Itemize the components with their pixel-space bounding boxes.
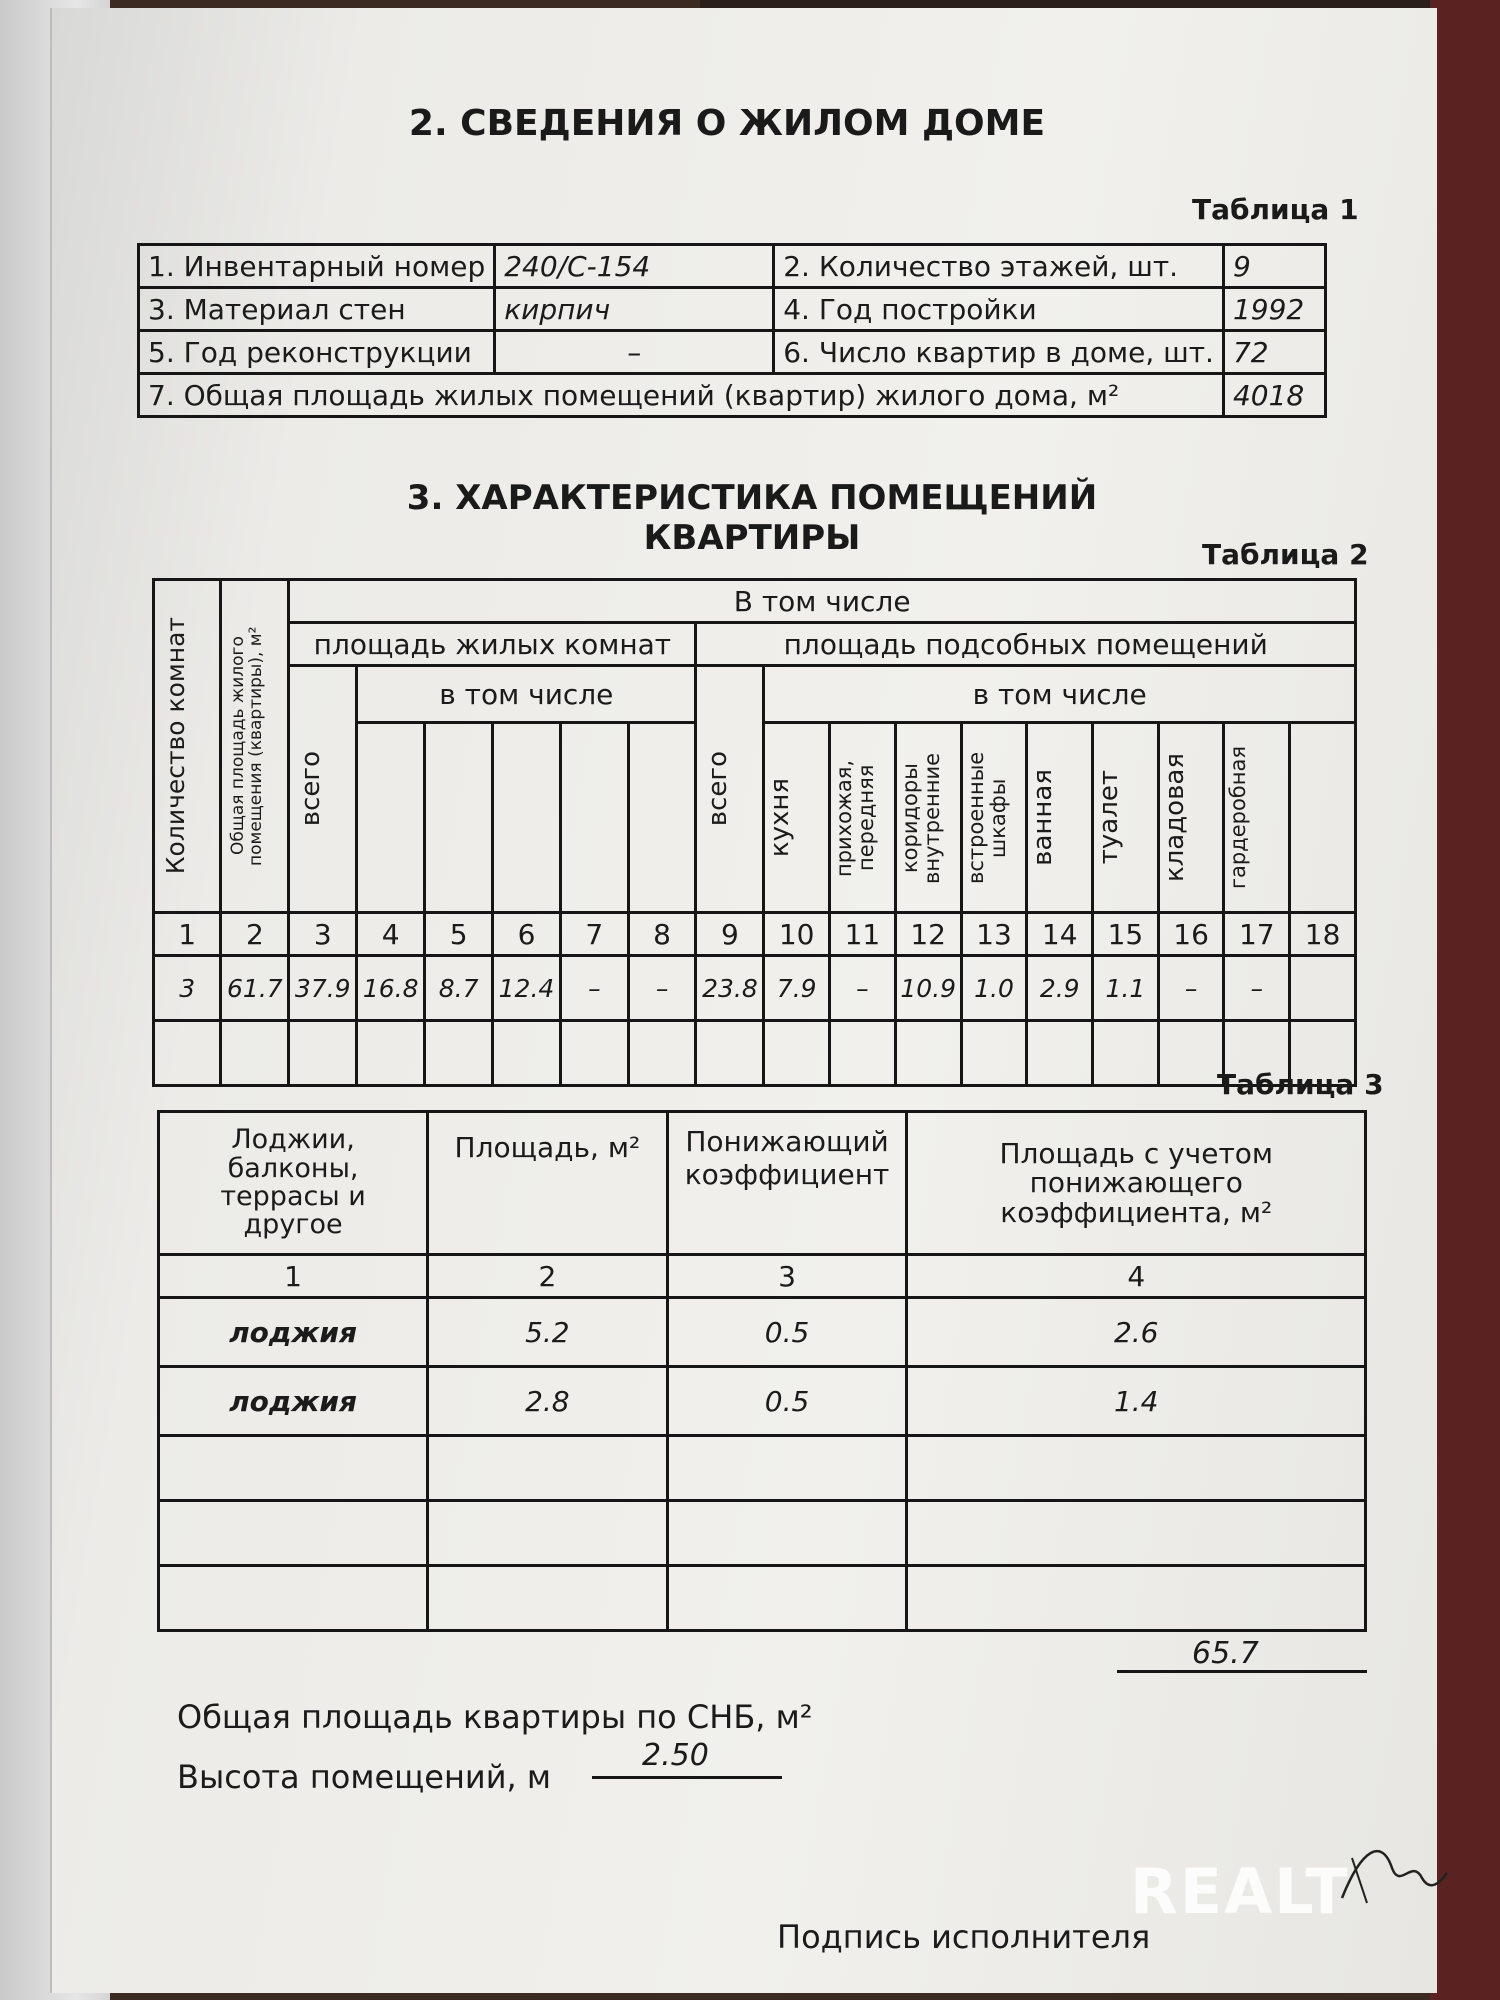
living-total-header: всего [296,751,327,827]
column-number: 17 [1224,913,1290,956]
inventory-label: 1. Инвентарный номер [139,245,495,288]
column-number: 9 [696,913,764,956]
aux-total-header: всего [703,751,734,827]
build-year-value: 1992 [1223,288,1325,331]
apartments-value: 72 [1223,331,1325,374]
table-cell: 16.8 [357,956,425,1021]
height-line [592,1776,782,1779]
column-number: 11 [830,913,896,956]
apartments-label: 6. Число квартир в доме, шт. [774,331,1224,374]
table-cell: лоджия [159,1367,428,1436]
document-page [50,8,1437,1993]
storage-header: кладовая [1159,752,1190,883]
column-number: 13 [961,913,1027,956]
height-label: Высота помещений, м [177,1758,551,1796]
table2 [152,578,1357,1087]
total-area-header: Общая площадь жилого помещения (квартиры), м² [228,626,267,866]
column-number: 16 [1158,913,1224,956]
table2-caption: Таблица 2 [1202,538,1369,571]
bathroom-header: ванная [1028,769,1059,866]
wardrobe-header: гардеробная [1226,745,1251,890]
table-cell: – [1224,956,1290,1021]
column-number: 18 [1290,913,1356,956]
table1 [137,243,1327,418]
floors-value: 9 [1223,245,1325,288]
table-row [159,1298,1366,1367]
toilet-header: туалет [1094,770,1125,865]
column-number: 1 [154,913,221,956]
kitchen-header: кухня [765,777,796,858]
aux-rooms-header: площадь подсобных помещений [696,623,1356,666]
column-number: 12 [895,913,961,956]
table-cell: 0.5 [667,1367,907,1436]
table-cell: 1.1 [1093,956,1159,1021]
wall-material-value: кирпич [495,288,774,331]
table-row [154,580,1356,623]
living-rooms-header: площадь жилых комнат [289,623,696,666]
column-number: 4 [907,1255,1366,1298]
column-number: 2 [221,913,289,956]
column-number: 10 [764,913,830,956]
table-cell: 1.0 [961,956,1027,1021]
total-area-label: 7. Общая площадь жилых помещений (квартир) жилого дома, м² [139,374,1224,417]
total-area-value: 4018 [1223,374,1325,417]
table-cell: 8.7 [425,956,493,1021]
build-year-label: 4. Год постройки [774,288,1224,331]
table-row [154,623,1356,666]
including-header: В том числе [289,580,1356,623]
table-cell [1290,956,1356,1021]
table-cell: – [1158,956,1224,1021]
loggia-type-header: Лоджии, балконы, террасы и другое [159,1112,428,1255]
reduced-area-header: Площадь с учетом понижающего коэффициента, м² [907,1112,1366,1255]
wall-material-label: 3. Материал стен [139,288,495,331]
reconstruction-value: – [495,331,774,374]
total-snb-line [1117,1670,1367,1673]
column-number: 6 [493,913,561,956]
table-cell: – [560,956,628,1021]
table-cell: 2.8 [428,1367,667,1436]
table2-value-row [154,956,1356,1021]
table-row [159,1566,1366,1631]
table2-number-row [154,913,1356,956]
column-number: 1 [159,1255,428,1298]
table-row [154,666,1356,723]
table-cell: 10.9 [895,956,961,1021]
living-subcol-6 [493,723,561,913]
inventory-value: 240/С-154 [495,245,774,288]
coefficient-header: Понижающий коэффициент [667,1112,907,1255]
table2-empty-row [154,1021,1356,1086]
column-number: 15 [1093,913,1159,956]
table-row [159,1112,1366,1255]
realt-watermark: REALT [1130,1855,1350,1928]
signature-label: Подпись исполнителя [777,1918,1151,1956]
table-row [139,288,1326,331]
table-cell: – [628,956,696,1021]
living-subcol-8 [628,723,696,913]
living-subcol-4 [357,723,425,913]
table-cell: 61.7 [221,956,289,1021]
column-number: 3 [289,913,357,956]
table3 [157,1110,1367,1632]
living-including-header: в том числе [357,666,696,723]
table-cell: – [830,956,896,1021]
table-row [159,1501,1366,1566]
section3-title: 3. ХАРАКТЕРИСТИКА ПОМЕЩЕНИЙ КВАРТИРЫ [406,478,1098,558]
height-value: 2.50 [642,1738,709,1773]
table-cell: 2.6 [907,1298,1366,1367]
table-cell: лоджия [159,1298,428,1367]
table-row [139,245,1326,288]
column-number: 3 [667,1255,907,1298]
column-number: 7 [560,913,628,956]
table-cell: 7.9 [764,956,830,1021]
table-row [159,1367,1366,1436]
hallway-header: прихожая, передняя [832,758,879,877]
area-header: Площадь, м² [428,1112,667,1255]
reconstruction-label: 5. Год реконструкции [139,331,495,374]
table-cell: 5.2 [428,1298,667,1367]
table3-number-row [159,1255,1366,1298]
floors-label: 2. Количество этажей, шт. [774,245,1224,288]
rooms-count-header: Количество комнат [161,617,190,875]
section2-title: 2. СВЕДЕНИЯ О ЖИЛОМ ДОМЕ [408,103,1046,144]
closets-header: встроенные шкафы [963,751,1010,884]
table-row [139,331,1326,374]
table3-caption: Таблица 3 [1217,1068,1384,1101]
living-subcol-5 [425,723,493,913]
column-number: 5 [425,913,493,956]
column-number: 8 [628,913,696,956]
column-number: 4 [357,913,425,956]
living-subcol-7 [560,723,628,913]
corridors-header: коридоры внутренние [897,751,944,884]
table-cell: 37.9 [289,956,357,1021]
table1-caption: Таблица 1 [1192,193,1359,226]
table-row [159,1436,1366,1501]
total-snb-label: Общая площадь квартиры по СНБ, м² [177,1698,813,1736]
table-row [139,374,1326,417]
table-cell: 0.5 [667,1298,907,1367]
table-cell: 23.8 [696,956,764,1021]
table-cell: 2.9 [1027,956,1093,1021]
column-number: 14 [1027,913,1093,956]
table-cell: 1.4 [907,1367,1366,1436]
column-number: 2 [428,1255,667,1298]
table-cell: 12.4 [493,956,561,1021]
background-right [1430,0,1500,2000]
aux-including-header: в том числе [764,666,1356,723]
total-snb-value: 65.7 [1192,1636,1259,1671]
table-cell: 3 [154,956,221,1021]
